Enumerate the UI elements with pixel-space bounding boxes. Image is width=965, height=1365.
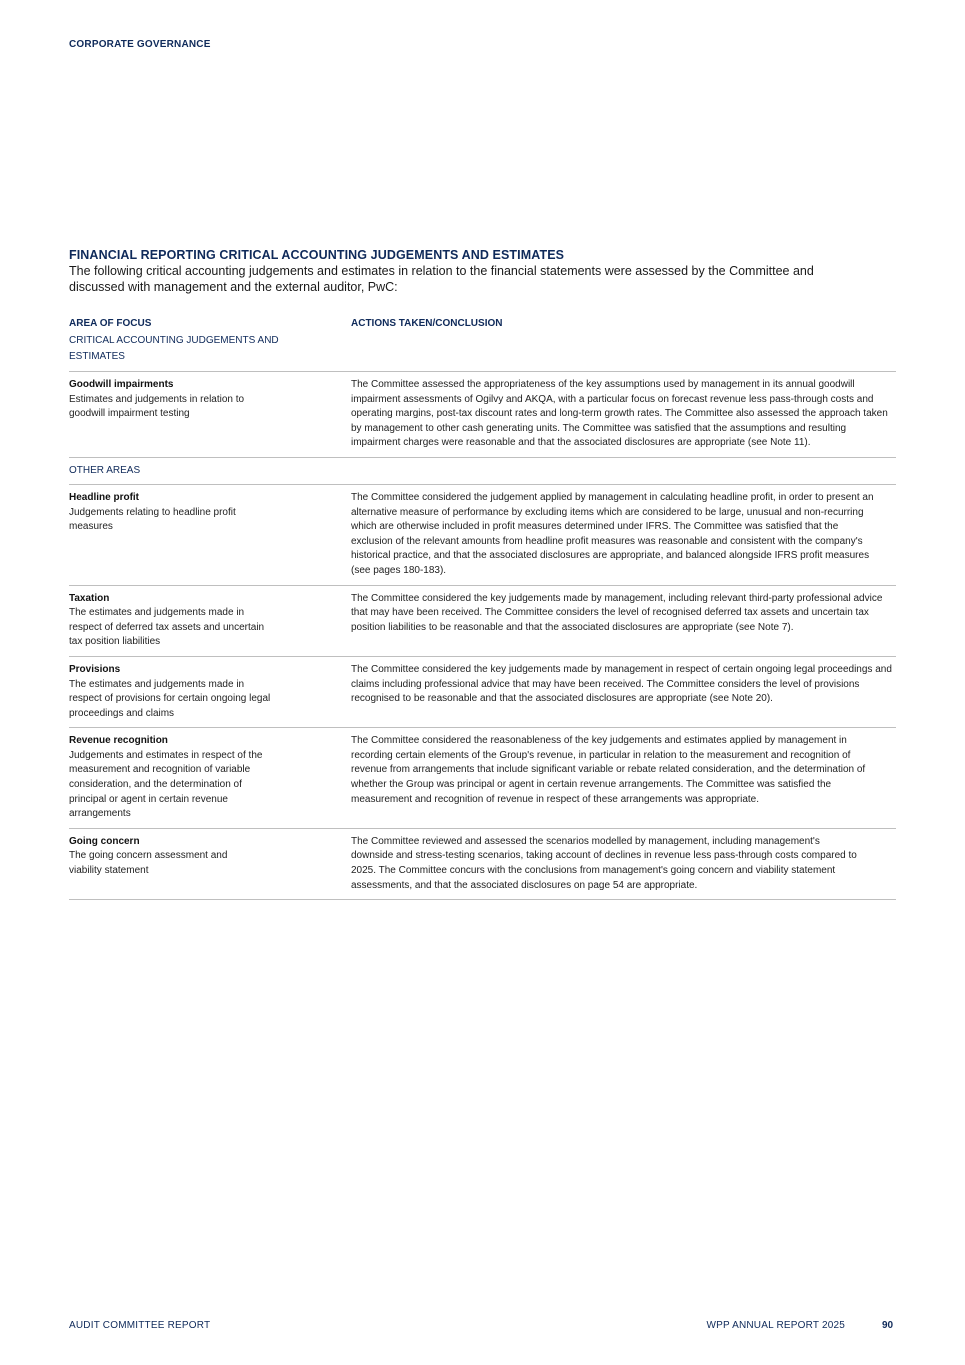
section-title: FINANCIAL REPORTING CRITICAL ACCOUNTING JUDGEMENTS AND ESTIMATES <box>69 248 565 262</box>
row-action: The Committee considered the key judgements made by management, including relevant third-party professional advice that may have been received. The Committee considers the level of recognised deferred tax assets and uncertain tax position liabilities to be reasonable and that the associated disclosures are appropriate (see Note 7). <box>351 592 883 633</box>
footer-report-title: WPP ANNUAL REPORT 2025 <box>706 1320 845 1331</box>
row-action: The Committee reviewed and assessed the scenarios modelled by management, including management's downside and stress-testing scenarios, taking account of declines in revenue less pass-through costs compared to 2025. The Committee concurs with the conclusions from management's going concern and viability statement assessments, and that the associated disclosures on page 54 are appropriate. <box>351 835 857 891</box>
table-row <box>69 657 896 728</box>
row-action: The Committee assessed the appropriateness of the key assumptions used by management in its annual goodwill impairment assessments of Ogilvy and AKQA, with a particular focus on forecast revenue less pass-through costs and operating margins, post-tax discount rates and long-term growth rates. The Committee also assessed the approach taken by management to other cash generating units. The Committee was satisfied that the assumptions and resulting impairment charges were reasonable and that the associated disclosures are appropriate (see Note 11). <box>351 379 888 449</box>
row-description: Judgements and estimates in respect of the measurement and recognition of variable consideration, and the determination of principal or agent in certain revenue arrangements <box>69 749 263 820</box>
row-area-cell <box>69 378 351 451</box>
running-head: CORPORATE GOVERNANCE <box>69 39 211 50</box>
row-description: The estimates and judgements made in respect of deferred tax assets and uncertain tax position liabilities <box>69 607 265 648</box>
row-area-cell <box>69 491 351 579</box>
row-title: Headline profit <box>69 491 140 503</box>
col1-subheader: CRITICAL ACCOUNTING JUDGEMENTS AND ESTIMATES <box>69 335 279 362</box>
judgements-table <box>69 317 896 900</box>
table-row <box>69 586 896 657</box>
footer-section-name: AUDIT COMMITTEE REPORT <box>69 1320 211 1331</box>
table-row <box>69 485 896 586</box>
section-intro: The following critical accounting judgements and estimates in relation to the financial statements were assessed by the Committee and discussed with management and the external auditor, PwC: <box>69 264 814 294</box>
table-header <box>69 317 896 372</box>
row-description: Judgements relating to headline profit measures <box>69 506 236 533</box>
row-area-cell <box>69 835 351 893</box>
row-action: The Committee considered the judgement applied by management in calculating headline profit, in order to present an alternative measure of performance by excluding items which are considered to be large, unusual and non-recurring which are otherwise included in profit measures determined under IFRS. The Committee was satisfied that the exclusion of the relevant amounts from headline profit measures was reasonable and consistent with the company's historical practice, and that the associated disclosures are appropriate, and balanced alongside IFRS profit measures (see pages 180-183). <box>351 491 874 576</box>
row-title: Revenue recognition <box>69 735 168 747</box>
row-area-cell <box>69 592 351 650</box>
page-number: 90 <box>882 1320 894 1331</box>
table-row <box>69 372 896 458</box>
col-area-of-focus-header <box>69 317 351 365</box>
col1-header: AREA OF FOCUS <box>69 318 152 329</box>
col2-header: ACTIONS TAKEN/CONCLUSION <box>351 318 503 329</box>
critical-judgements-section <box>69 247 896 900</box>
row-description: The estimates and judgements made in respect of provisions for certain ongoing legal proceedings and claims <box>69 678 271 719</box>
row-title: Going concern <box>69 835 140 847</box>
col-actions-header <box>351 317 896 365</box>
row-area-cell <box>69 663 351 721</box>
other-areas-heading: OTHER AREAS <box>69 458 896 485</box>
row-title: Goodwill impairments <box>69 379 174 390</box>
row-action: The Committee considered the reasonableness of the key judgements and estimates applied by management in recording certain elements of the Group's revenue, in particular in relation to the measurement and recognition of revenue from arrangements that include significant variable or rebate related consideration, and the determination of whether the Group was principal or agent in certain revenue arrangements. The Committee was satisfied the measurement and recognition of revenue in respect of these arrangements was appropriate. <box>351 735 866 805</box>
table-row <box>69 829 896 900</box>
row-description: The going concern assessment and viability statement <box>69 850 228 877</box>
table-row <box>69 728 896 829</box>
row-action: The Committee considered the key judgements made by management in respect of certain ongoing legal proceedings and claims including professional advice that may have been received. The Committee considers the level of provisions recognised to be reasonable and that the associated disclosures are appropriate (see Note 20). <box>351 663 892 705</box>
row-description: Estimates and judgements in relation to goodwill impairment testing <box>69 393 245 420</box>
row-title: Taxation <box>69 592 110 604</box>
row-area-cell <box>69 734 351 822</box>
row-title: Provisions <box>69 663 121 675</box>
